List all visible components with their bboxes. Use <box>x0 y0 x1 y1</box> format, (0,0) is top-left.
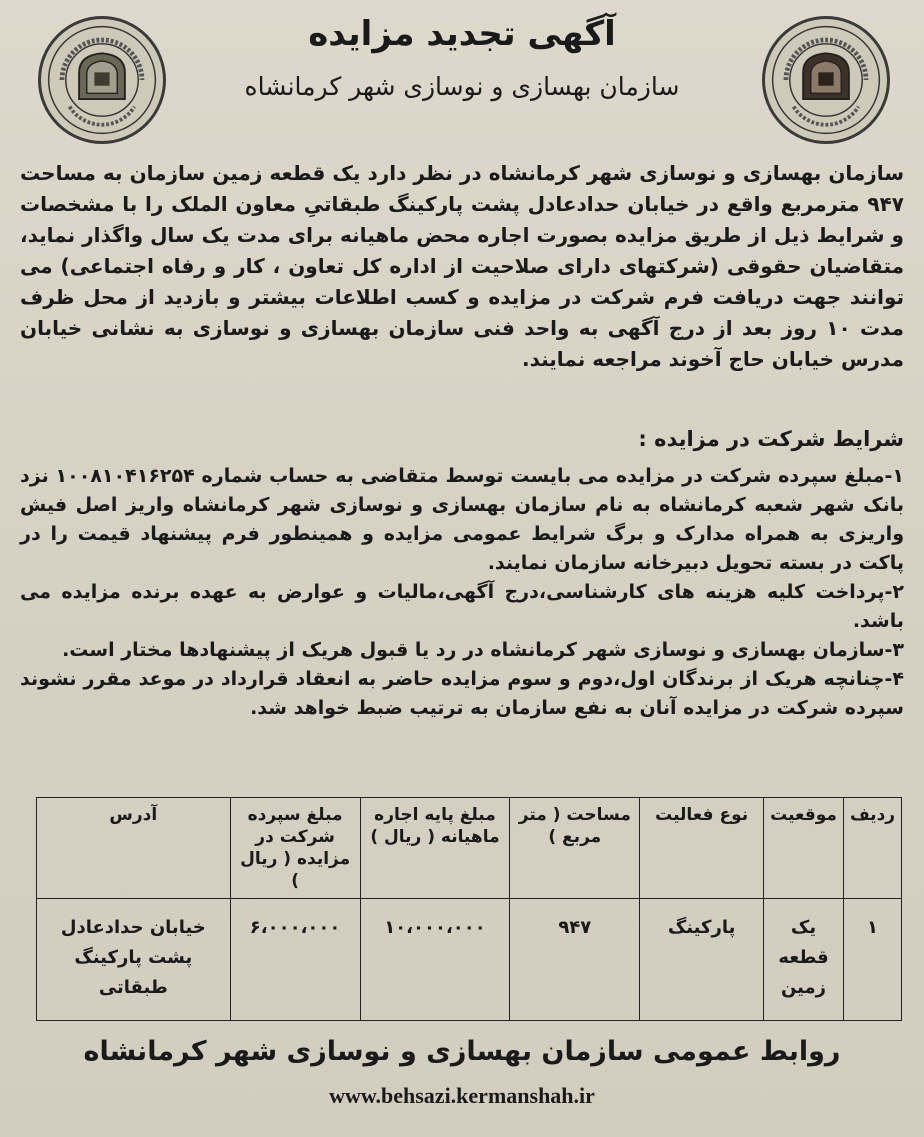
conditions-heading: شرایط شرکت در مزایده : <box>638 427 904 451</box>
conditions-list <box>20 462 904 723</box>
cell-area: ۹۴۷ <box>510 899 640 1021</box>
condition-item: ۳-سازمان بهسازی و نوسازی شهر کرمانشاه در رد یا قبول هریک از پیشنهادها مختار است. <box>62 639 904 661</box>
table-row <box>37 899 902 1021</box>
condition-item: ۱-مبلغ سپرده شرکت در مزایده می بایست توسط متقاضی به حساب شماره ۱۰۰۸۱۰۴۱۶۲۵۴ نزد بانک شهر شعبه کرمانشاه به نام سازمان بهسازی و نوسازی شهر کرمانشاه واریز اصل فیش واریزی به همراه مدارک و برگ شرایط عمومی مزایده و همینطور فرم پیشنهاد قیمت را در پاکت در بسته تحویل دبیرخانه سازمان نمایند. <box>20 465 904 574</box>
header-deposit: مبلغ سپرده شرکت در مزایده ( ریال ) <box>230 798 360 899</box>
header-activity: نوع فعالیت <box>640 798 764 899</box>
cell-row-no: ۱ <box>844 899 902 1021</box>
public-relations-signature: روابط عمومی سازمان بهسازی و نوسازی شهر کرمانشاه <box>83 1036 841 1067</box>
cell-base-rent: ۱۰،۰۰۰،۰۰۰ <box>360 899 510 1021</box>
header-row-no: ردیف <box>844 798 902 899</box>
cell-deposit: ۶،۰۰۰،۰۰۰ <box>230 899 360 1021</box>
organization-name: سازمان بهسازی و نوسازی شهر کرمانشاه <box>244 72 680 101</box>
notice-title: آگهی تجدید مزایده <box>308 14 616 54</box>
website-link[interactable]: www.behsazi.kermanshah.ir <box>329 1083 595 1108</box>
header-address: آدرس <box>37 798 231 899</box>
auction-table <box>36 797 902 1021</box>
header-base-rent: مبلغ پایه اجاره ماهیانه ( ریال ) <box>360 798 510 899</box>
cell-location: یک قطعه زمین <box>764 899 844 1021</box>
header-location: موقعیت <box>764 798 844 899</box>
intro-paragraph: سازمان بهسازی و نوسازی شهر کرمانشاه در نظر دارد یک قطعه زمین سازمان به مساحت ۹۴۷ مترمربع واقع در خیابان حدادعادل پشت پارکینگ طبقاتیِ معاون الملک را با مشخصات و شرایط ذیل از طریق مزایده بصورت اجاره محض ماهیانه برای مدت یک سال واگذار نماید، متقاضیان حقوقی (شرکتهای دارای صلاحیت از اداره کل تعاون ، کار و رفاه اجتماعی) می توانند جهت دریافت فرم شرکت در مزایده و کسب اطلاعات بیشتر و بازدید از محل ظرف مدت ۱۰ روز بعد از درج آگهی به واحد فنی سازمان بهسازی و نوسازی به نشانی خیابان مدرس خیابان حاج آخوند مراجعه نمایند. <box>20 161 904 371</box>
table-header-row <box>37 798 902 899</box>
condition-item: ۲-پرداخت کلیه هزینه های کارشناسی،درج آگهی،مالیات و عوارض به عهده برنده مزایده می باشد. <box>20 581 904 632</box>
cell-address: خیابان حدادعادل پشت پارکینگ طبقاتی <box>37 899 231 1021</box>
condition-item: ۴-چنانچه هریک از برندگان اول،دوم و سوم مزایده حاضر به انعقاد قرارداد در موعد مقرر نشوند سپرده شرکت در مزایده آنان به نفع سازمان به ترتیب ضبط خواهد شد. <box>20 668 904 719</box>
cell-activity: پارکینگ <box>640 899 764 1021</box>
header-area: مساحت ( متر مربع ) <box>510 798 640 899</box>
